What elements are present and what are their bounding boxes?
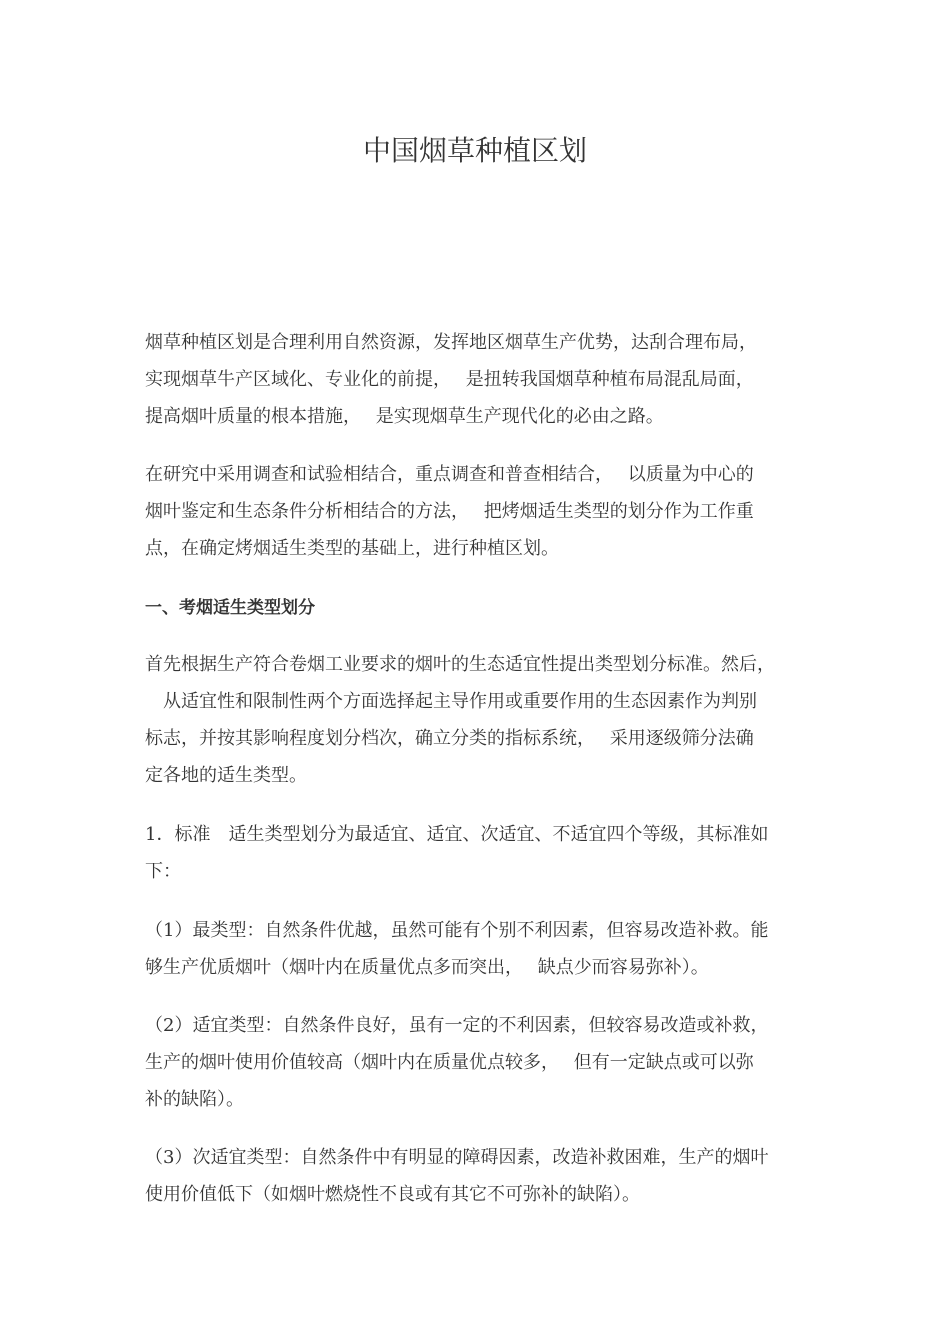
paragraph-line: 生产的烟叶使用价值较高（烟叶内在质量优点较多， 但有一定缺点或可以弥 <box>145 1052 754 1073</box>
paragraph-line: 从适宜性和限制性两个方面选择起主导作用或重要作用的生态因素作为判别 <box>145 691 757 712</box>
paragraph-line: 在研究中采用调查和试验相结合，重点调查和普查相结合， 以质量为中心的 <box>145 464 754 485</box>
paragraph-method <box>145 456 810 567</box>
paragraph-line: 烟草种植区划是合理利用自然资源，发挥地区烟草生产优势，达刮合理布局， <box>145 332 757 353</box>
paragraph-classification <box>145 646 810 794</box>
paragraph-line: 烟叶鉴定和生态条件分析相结合的方法， 把烤烟适生类型的划分作为工作重 <box>145 501 754 522</box>
paragraph-type-3 <box>145 1139 810 1213</box>
paragraph-line: 补的缺陷）。 <box>145 1089 244 1110</box>
paragraph-type-1 <box>145 912 810 986</box>
paragraph-line: （1）最类型：自然条件优越，虽然可能有个别不利因素，但容易改造补救。能 <box>145 920 769 941</box>
paragraph-line: 提高烟叶质量的根本措施， 是实现烟草生产现代化的必由之路。 <box>145 406 664 427</box>
paragraph-line: （3）次适宜类型：自然条件中有明显的障碍因素，改造补救困难，生产的烟叶 <box>145 1147 769 1168</box>
paragraph-line: 定各地的适生类型。 <box>145 765 307 786</box>
paragraph-line: 够生产优质烟叶（烟叶内在质量优点多而突出， 缺点少而容易弥补）。 <box>145 957 709 978</box>
paragraph-type-2 <box>145 1007 810 1118</box>
paragraph-line: 标志，并按其影响程度划分档次，确立分类的指标系统， 采用逐级筛分法确 <box>145 728 754 749</box>
paragraph-line: 使用价值低下（如烟叶燃烧性不良或有其它不可弥补的缺陷）。 <box>145 1184 640 1205</box>
paragraph-line: 点，在确定烤烟适生类型的基础上，进行种植区划。 <box>145 538 559 559</box>
document-title: 中国烟草种植区划 <box>362 134 587 167</box>
section-heading: 一、考烟适生类型划分 <box>145 598 315 618</box>
paragraph-line: 首先根据生产符合卷烟工业要求的烟叶的生态适宜性提出类型划分标准。然后， <box>145 654 775 675</box>
paragraph-intro <box>145 324 810 435</box>
paragraph-line: （2）适宜类型：自然条件良好，虽有一定的不利因素，但较容易改造或补救， <box>145 1015 769 1036</box>
paragraph-line: 实现烟草牛产区域化、专业化的前提， 是扭转我国烟草种植布局混乱局面， <box>145 369 754 390</box>
paragraph-line: 下： <box>145 861 181 882</box>
paragraph-line: 1．标准 适生类型划分为最适宜、适宜、次适宜、不适宜四个等级，其标准如 <box>145 824 769 845</box>
paragraph-standard <box>145 816 810 890</box>
